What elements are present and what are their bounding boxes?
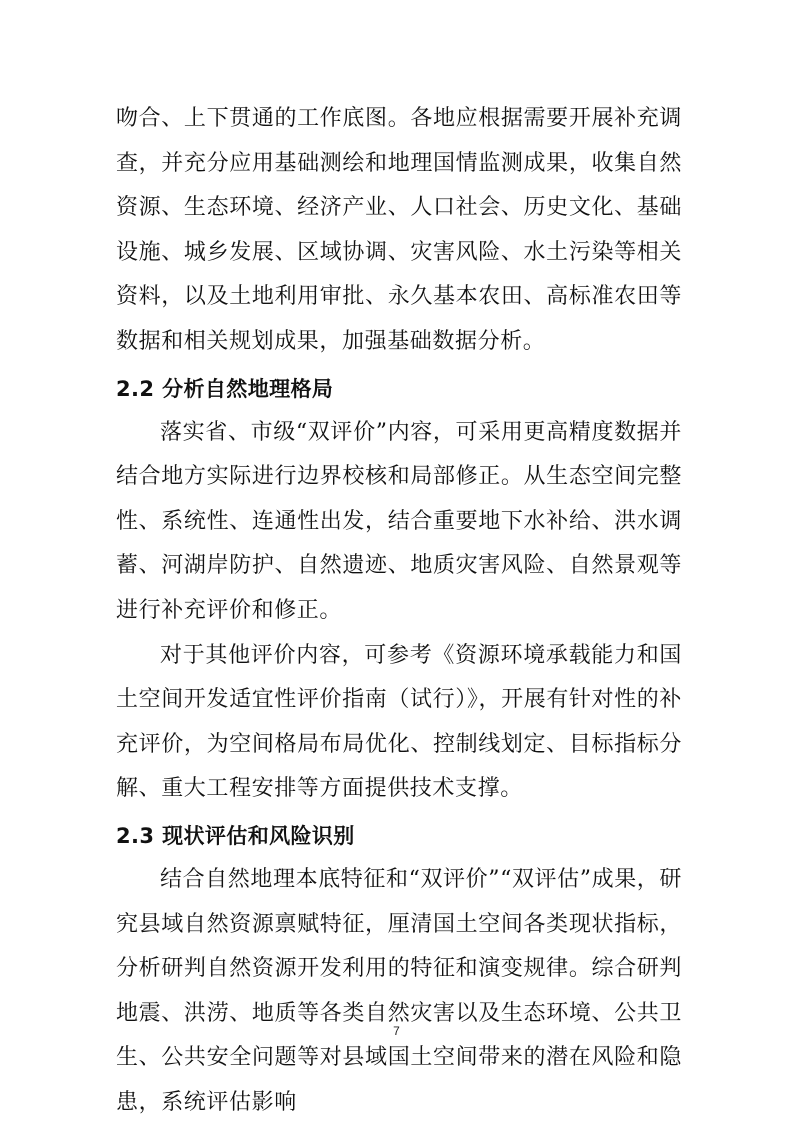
- page-number: 7: [393, 1024, 400, 1038]
- section-heading-2-3: 2.3 现状评估和风险识别: [116, 823, 355, 848]
- section-heading-2-2: 2.2 分析自然地理格局: [116, 376, 334, 401]
- paragraph-double-evaluation: 落实省、市级“双评价”内容，可采用更高精度数据并结合地方实际进行边界校核和局部修正。从生态空间完整性、系统性、连通性出发，结合重要地下水补给、洪水调蓄、河湖岸防护、自然遗迹、地质灾害风险、自然景观等进行补充评价和修正。: [116, 419, 682, 623]
- page-body: [116, 97, 682, 1125]
- paragraph-base-map: 吻合、上下贯通的工作底图。各地应根据需要开展补充调查，并充分应用基础测绘和地理国情监测成果，收集自然资源、生态环境、经济产业、人口社会、历史文化、基础设施、城乡发展、区域协调、灾害风险、水土污染等相关资料，以及土地利用审批、永久基本农田、高标准农田等数据和相关规划成果，加强基础数据分析。: [116, 106, 682, 354]
- paragraph-risk-identification: 结合自然地理本底特征和“双评价”“双评估”成果，研究县域自然资源禀赋特征，厘清国土空间各类现状指标，分析研判自然资源开发利用的特征和演变规律。综合研判地震、洪涝、地质等各类自然灾害以及生态环境、公共卫生、公共安全问题等对县域国土空间带来的潜在风险和隐患，系统评估影响: [116, 866, 682, 1115]
- paragraph-other-evaluation: 对于其他评价内容，可参考《资源环境承载能力和国土空间开发适宜性评价指南（试行）》，开展有针对性的补充评价，为空间格局布局优化、控制线划定、目标指标分解、重大工程安排等方面提供技术支撑。: [116, 642, 682, 802]
